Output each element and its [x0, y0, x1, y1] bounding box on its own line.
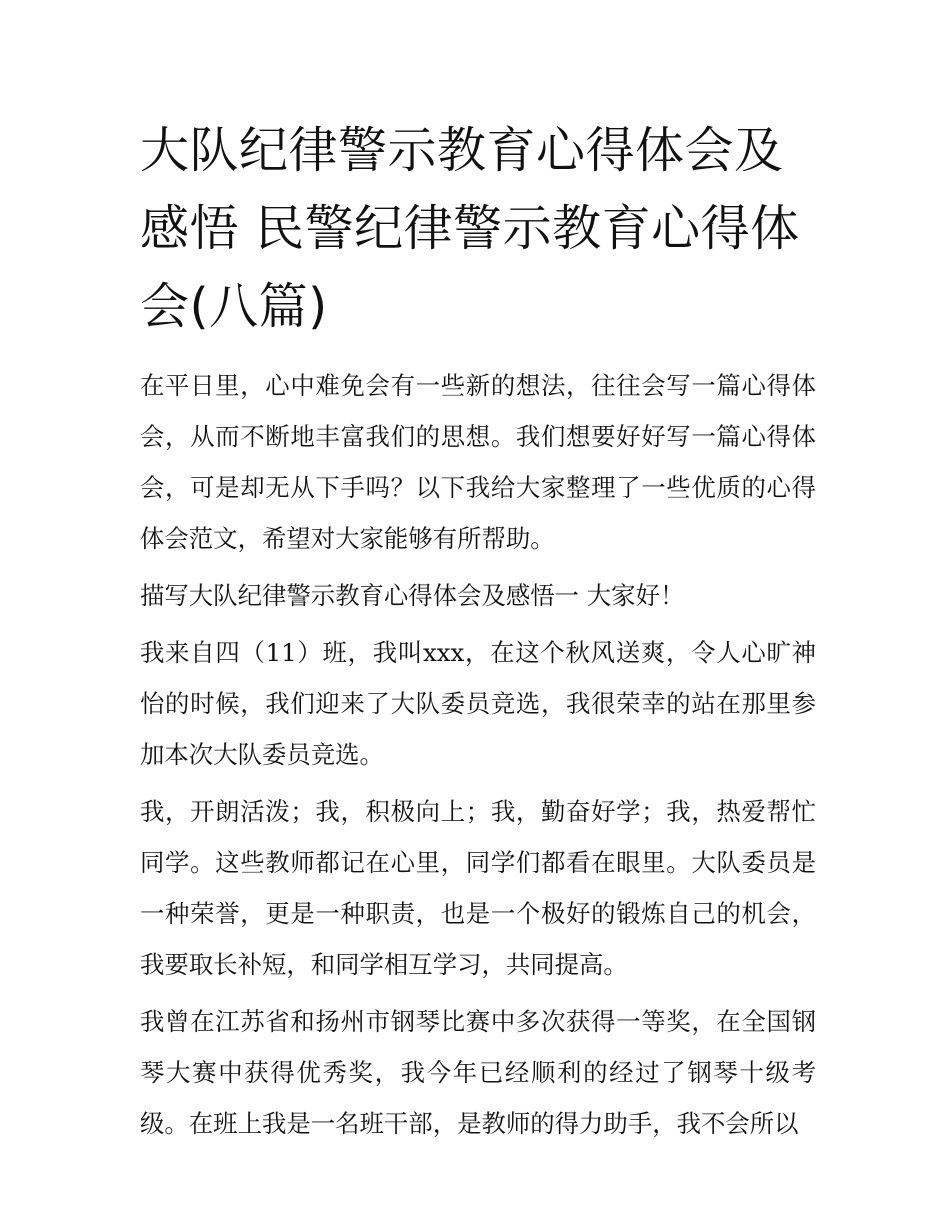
- section-heading-paragraph: 描写大队纪律警示教育心得体会及感悟一 大家好！: [140, 581, 685, 610]
- document-page: [140, 112, 816, 1155]
- body-paragraph: 我来自四（11）班，我叫xxx，在这个秋风送爽，令人心旷神怡的时候，我们迎来了大队委员竞选，我很荣幸的站在那里参加本次大队委员竞选。: [140, 638, 816, 769]
- document-title: 大队纪律警示教育心得体会及感悟 民警纪律警示教育心得体会(八篇): [140, 122, 800, 335]
- body-paragraph: 我曾在江苏省和扬州市钢琴比赛中多次获得一等奖，在全国钢琴大赛中获得优秀奖，我今年已经顺利的经过了钢琴十级考级。在班上我是一名班干部，是教师的得力助手，我不会所以: [140, 1007, 816, 1138]
- intro-paragraph: 在平日里，心中难免会有一些新的想法，往往会写一篇心得体会，从而不断地丰富我们的思想。我们想要好好写一篇心得体会，可是却无从下手吗？以下我给大家整理了一些优质的心得体会范文，希望对大家能够有所帮助。: [140, 371, 816, 553]
- body-paragraph: 我，开朗活泼；我，积极向上；我，勤奋好学；我，热爱帮忙同学。这些教师都记在心里，同学们都看在眼里。大队委员是一种荣誉，更是一种职责，也是一个极好的锻炼自己的机会，我要取长补短，和同学相互学习，共同提高。: [140, 797, 816, 979]
